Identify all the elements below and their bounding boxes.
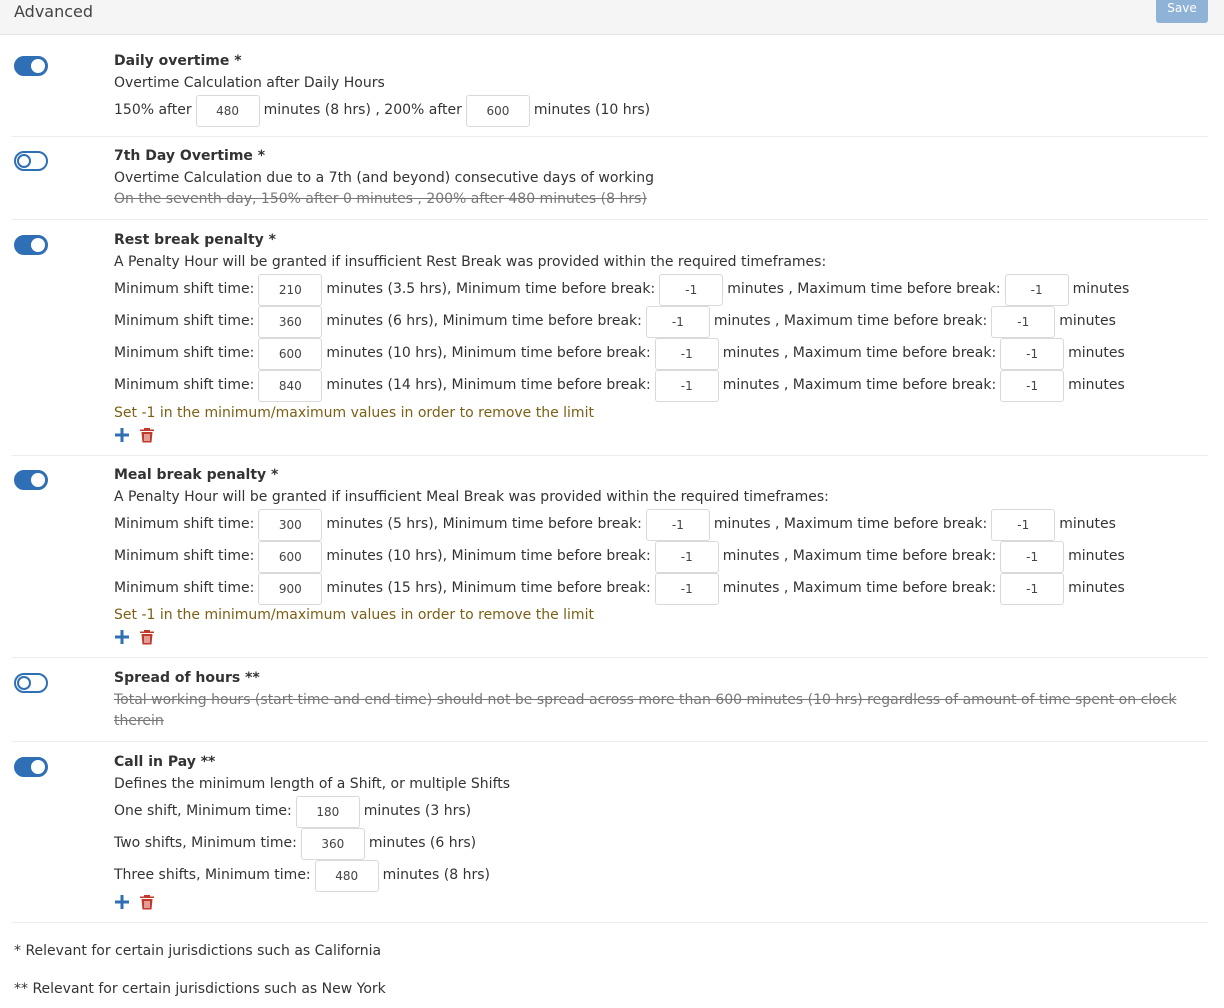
toggle-knob (31, 473, 45, 487)
rest-break-description: A Penalty Hour will be granted if insufficient Rest Break was provided within the required timeframes: (114, 254, 827, 270)
meal-break-max-input[interactable] (991, 509, 1055, 541)
daily-overtime-mid-label: minutes (8 hrs) , 200% after (263, 102, 462, 118)
row-post-label: minutes (1059, 313, 1116, 329)
divider (12, 455, 1208, 456)
rest-break-max-input[interactable] (991, 306, 1055, 338)
daily-overtime-pre-label: 150% after (114, 102, 192, 118)
rest-break-row (114, 273, 1129, 306)
divider (12, 922, 1208, 923)
footnote-california: * Relevant for certain jurisdictions such as California (14, 943, 382, 959)
rest-break-max-input[interactable] (1000, 370, 1064, 402)
row-label: Minimum shift time: (114, 516, 255, 532)
row-post-label: minutes (1068, 377, 1125, 393)
call-in-pay-toggle[interactable] (14, 757, 48, 777)
meal-break-toggle[interactable] (14, 470, 48, 490)
seventh-day-disabled-text: On the seventh day, 150% after 0 minutes , 200% after 480 minutes (8 hrs) (114, 191, 647, 207)
daily-overtime-row (114, 94, 650, 127)
rest-break-max-input[interactable] (1005, 274, 1069, 306)
meal-break-min-input[interactable] (655, 573, 719, 605)
row-mid2-label: minutes , Maximum time before break: (722, 377, 997, 393)
section-header (0, 0, 1224, 35)
call-in-pay-input[interactable] (315, 860, 379, 892)
row-post-label: minutes (3 hrs) (363, 803, 472, 819)
rest-break-shift-input[interactable] (258, 338, 322, 370)
meal-break-min-input[interactable] (646, 509, 710, 541)
rest-break-shift-input[interactable] (258, 274, 322, 306)
rest-break-shift-input[interactable] (258, 306, 322, 338)
rest-break-max-input[interactable] (1000, 338, 1064, 370)
row-label: Minimum shift time: (114, 548, 255, 564)
row-post-label: minutes (1068, 345, 1125, 361)
row-mid2-label: minutes , Maximum time before break: (713, 516, 988, 532)
spread-of-hours-disabled-text-cont: therein (114, 713, 164, 729)
meal-break-max-input[interactable] (1000, 541, 1064, 573)
rest-break-title: Rest break penalty * (114, 232, 276, 248)
rest-break-min-input[interactable] (655, 370, 719, 402)
call-in-pay-row (114, 827, 476, 860)
spread-of-hours-title: Spread of hours ** (114, 670, 260, 686)
row-label: Minimum shift time: (114, 377, 255, 393)
meal-break-row (114, 572, 1125, 605)
spread-of-hours-disabled-text: Total working hours (start time and end time) should not be spread across more than 600 minutes (10 hrs) regardless of amount of time spent on clock (114, 692, 1177, 708)
rest-break-row (114, 305, 1116, 338)
section-title: Advanced (14, 2, 94, 21)
seventh-day-description: Overtime Calculation due to a 7th (and beyond) consecutive days of working (114, 170, 654, 186)
row-label: Minimum shift time: (114, 345, 255, 361)
meal-break-title: Meal break penalty * (114, 467, 279, 483)
row-mid2-label: minutes , Maximum time before break: (722, 548, 997, 564)
call-in-pay-row (114, 859, 490, 892)
row-mid-label: minutes (10 hrs), Minimum time before break: (326, 345, 651, 361)
toggle-knob (17, 676, 31, 690)
rest-break-toggle[interactable] (14, 235, 48, 255)
daily-overtime-150-input[interactable] (196, 95, 260, 127)
row-mid-label: minutes (3.5 hrs), Minimum time before break: (326, 281, 656, 297)
meal-break-shift-input[interactable] (258, 573, 322, 605)
meal-break-note: Set -1 in the minimum/maximum values in order to remove the limit (114, 607, 594, 623)
daily-overtime-toggle[interactable] (14, 56, 48, 76)
meal-break-actions (114, 629, 155, 645)
call-in-pay-input[interactable] (296, 796, 360, 828)
row-post-label: minutes (1068, 580, 1125, 596)
meal-break-max-input[interactable] (1000, 573, 1064, 605)
row-post-label: minutes (1072, 281, 1130, 297)
divider (12, 741, 1208, 742)
plus-icon[interactable] (114, 629, 130, 645)
row-mid2-label: minutes , Maximum time before break: (722, 345, 997, 361)
row-label: Minimum shift time: (114, 580, 255, 596)
seventh-day-toggle[interactable] (14, 151, 48, 171)
trash-icon[interactable] (139, 629, 155, 645)
row-label: Three shifts, Minimum time: (114, 867, 311, 883)
row-label: One shift, Minimum time: (114, 803, 292, 819)
row-post-label: minutes (1068, 548, 1125, 564)
daily-overtime-post-label: minutes (10 hrs) (533, 102, 651, 118)
meal-break-shift-input[interactable] (258, 541, 322, 573)
toggle-knob (31, 59, 45, 73)
save-button[interactable]: Save (1156, 0, 1208, 23)
trash-icon[interactable] (139, 427, 155, 443)
row-label: Two shifts, Minimum time: (114, 835, 297, 851)
toggle-knob (31, 760, 45, 774)
rest-break-actions (114, 427, 155, 443)
row-mid2-label: minutes , Maximum time before break: (727, 281, 1001, 297)
row-mid-label: minutes (5 hrs), Minimum time before break: (326, 516, 642, 532)
daily-overtime-200-input[interactable] (466, 95, 530, 127)
call-in-pay-row (114, 795, 471, 828)
row-post-label: minutes (6 hrs) (368, 835, 477, 851)
row-post-label: minutes (8 hrs) (382, 867, 490, 883)
plus-icon[interactable] (114, 427, 130, 443)
toggle-knob (31, 238, 45, 252)
row-post-label: minutes (1059, 516, 1116, 532)
divider (12, 657, 1208, 658)
seventh-day-title: 7th Day Overtime * (114, 148, 266, 164)
rest-break-row (114, 369, 1125, 402)
daily-overtime-description: Overtime Calculation after Daily Hours (114, 75, 385, 91)
rest-break-note: Set -1 in the minimum/maximum values in order to remove the limit (114, 405, 594, 421)
plus-icon[interactable] (114, 894, 130, 910)
trash-icon[interactable] (139, 894, 155, 910)
divider (12, 136, 1208, 137)
row-mid2-label: minutes , Maximum time before break: (713, 313, 988, 329)
rest-break-min-input[interactable] (659, 274, 723, 306)
row-mid-label: minutes (10 hrs), Minimum time before break: (326, 548, 651, 564)
row-mid-label: minutes (14 hrs), Minimum time before break: (326, 377, 651, 393)
call-in-pay-input[interactable] (301, 828, 365, 860)
rest-break-shift-input[interactable] (258, 370, 322, 402)
rest-break-row (114, 337, 1125, 370)
meal-break-row (114, 540, 1125, 573)
call-in-pay-actions (114, 894, 155, 910)
meal-break-shift-input[interactable] (258, 509, 322, 541)
call-in-pay-description: Defines the minimum length of a Shift, or multiple Shifts (114, 776, 511, 792)
row-mid-label: minutes (15 hrs), Minimum time before break: (326, 580, 651, 596)
meal-break-min-input[interactable] (655, 541, 719, 573)
daily-overtime-title: Daily overtime * (114, 53, 242, 69)
footnote-new-york: ** Relevant for certain jurisdictions such as New York (14, 981, 386, 997)
rest-break-min-input[interactable] (655, 338, 719, 370)
call-in-pay-title: Call in Pay ** (114, 754, 216, 770)
toggle-knob (17, 154, 31, 168)
row-mid-label: minutes (6 hrs), Minimum time before break: (326, 313, 642, 329)
row-label: Minimum shift time: (114, 313, 255, 329)
spread-of-hours-toggle[interactable] (14, 673, 48, 693)
meal-break-description: A Penalty Hour will be granted if insufficient Meal Break was provided within the required timeframes: (114, 489, 829, 505)
row-mid2-label: minutes , Maximum time before break: (722, 580, 997, 596)
rest-break-min-input[interactable] (646, 306, 710, 338)
divider (12, 219, 1208, 220)
meal-break-row (114, 508, 1116, 541)
row-label: Minimum shift time: (114, 281, 255, 297)
